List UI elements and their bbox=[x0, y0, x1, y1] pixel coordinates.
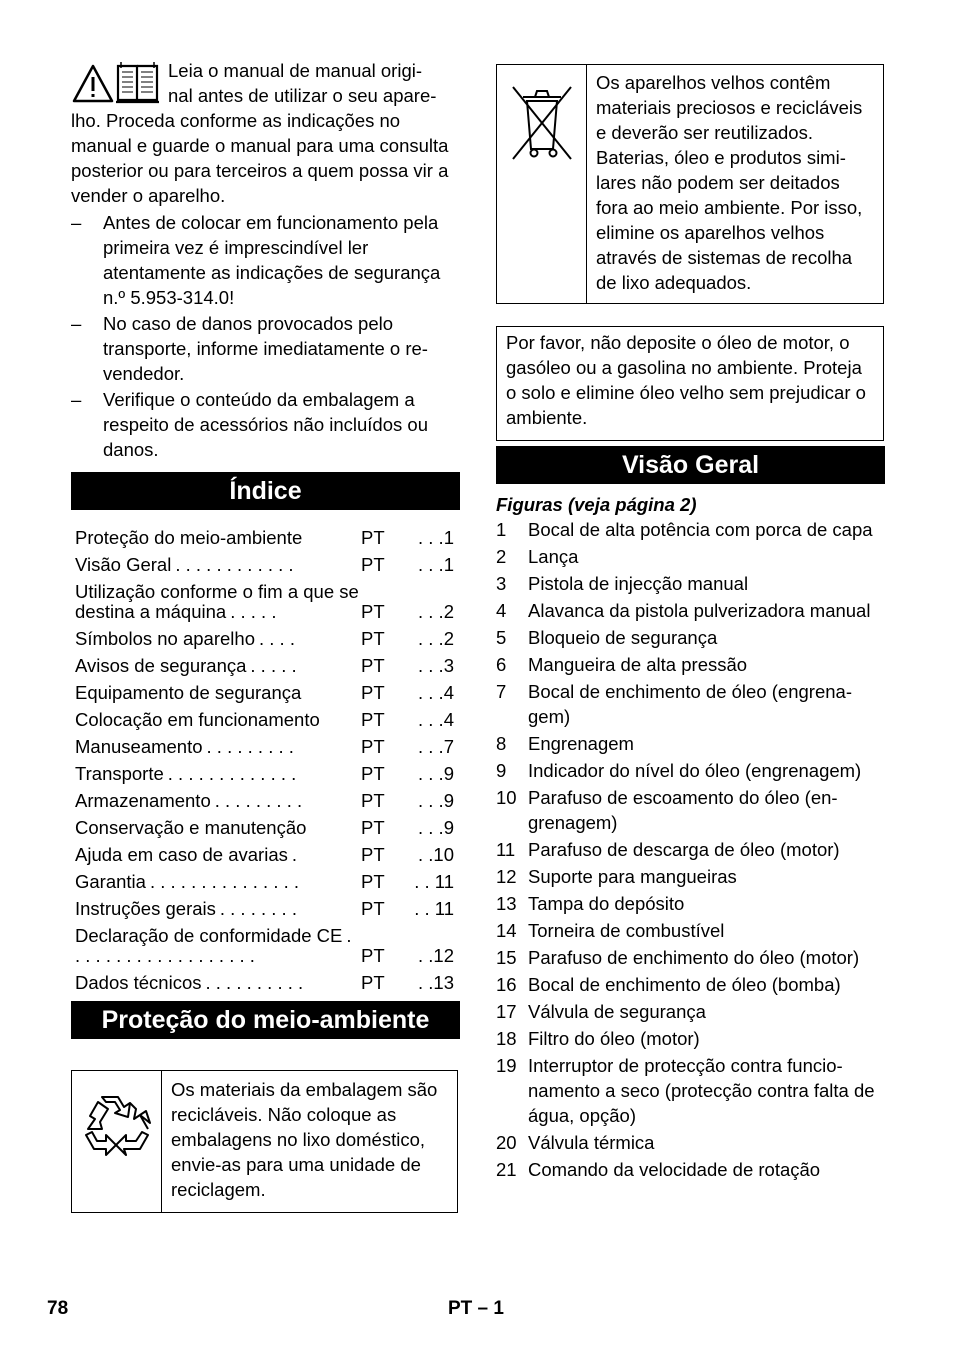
toc-title-text: Declaração de conformidade CE bbox=[75, 925, 343, 946]
figures-label: Figuras (veja página 2) bbox=[496, 494, 697, 515]
recycle-icon-cell bbox=[72, 1071, 162, 1212]
toc-page: . .12 bbox=[418, 945, 454, 966]
toc-title bbox=[75, 528, 361, 548]
toc-page: . . .4 bbox=[418, 682, 454, 703]
toc-dots: . . . . . . . . . bbox=[206, 736, 294, 757]
toc-lang: PT bbox=[361, 527, 385, 548]
overview-item bbox=[496, 758, 885, 783]
toc-page: . . .9 bbox=[418, 763, 454, 784]
toc-page: . . .4 bbox=[418, 709, 454, 730]
weee-icon-cell bbox=[497, 65, 587, 303]
toc-row[interactable] bbox=[75, 926, 460, 966]
toc-title bbox=[75, 764, 361, 784]
toc-page: . . .1 bbox=[418, 527, 454, 548]
toc-title bbox=[75, 899, 361, 919]
toc-title-text: Símbolos no aparelho bbox=[75, 628, 255, 649]
toc-lang: PT bbox=[361, 898, 385, 919]
toc-lang: PT bbox=[361, 871, 385, 892]
toc-page: . . .9 bbox=[418, 790, 454, 811]
toc-row[interactable] bbox=[75, 845, 460, 865]
toc-row[interactable] bbox=[75, 899, 460, 919]
overview-item-text: Engrenagem bbox=[528, 733, 634, 754]
warning-book-icon bbox=[71, 60, 163, 104]
intro-line-2: nal antes de utilizar o seu apare- bbox=[168, 85, 437, 106]
overview-item bbox=[496, 837, 885, 862]
toc-title bbox=[75, 555, 361, 575]
overview-item-text: Parafuso de escoamento do óleo (engrenagem) bbox=[528, 787, 838, 833]
toc-row[interactable] bbox=[75, 737, 460, 757]
overview-item-text: Indicador do nível do óleo (engrenagem) bbox=[528, 760, 862, 781]
toc-page: . . 11 bbox=[414, 898, 454, 919]
toc-title-text: Manuseamento bbox=[75, 736, 203, 757]
overview-item-number: 10 bbox=[496, 787, 517, 808]
overview-item bbox=[496, 1026, 885, 1051]
toc-row[interactable] bbox=[75, 872, 460, 892]
overview-item-number: 6 bbox=[496, 654, 507, 675]
overview-item-text: Alavanca da pistola pulverizadora manual bbox=[528, 600, 871, 621]
toc-title bbox=[75, 818, 361, 838]
toc-title-text: Transporte bbox=[75, 763, 164, 784]
toc-title-text: Armazenamento bbox=[75, 790, 211, 811]
toc-lang: PT bbox=[361, 554, 385, 575]
toc-page: . . .1 bbox=[418, 554, 454, 575]
toc-lang: PT bbox=[361, 817, 385, 838]
intro-line-1: Leia o manual de manual origi- bbox=[168, 60, 423, 81]
toc-title bbox=[75, 973, 361, 993]
overview-item-number: 13 bbox=[496, 893, 517, 914]
toc-title bbox=[75, 845, 361, 865]
overview-item-text: Bocal de enchimento de óleo (engrenagem) bbox=[528, 681, 852, 727]
toc-page: . . 11 bbox=[414, 871, 454, 892]
overview-item-text: Bloqueio de segurança bbox=[528, 627, 718, 648]
toc-row[interactable] bbox=[75, 818, 460, 838]
toc-lang: PT bbox=[361, 945, 385, 966]
toc-row[interactable] bbox=[75, 764, 460, 784]
toc-heading: Índice bbox=[71, 472, 460, 510]
toc-title bbox=[75, 737, 361, 757]
toc-dots: . . . . . . . . . . . . bbox=[175, 554, 294, 575]
toc-title-text: Garantia bbox=[75, 871, 146, 892]
toc-row[interactable] bbox=[75, 710, 460, 730]
left-column bbox=[71, 58, 460, 1213]
toc-title-text: Dados técnicos bbox=[75, 972, 202, 993]
overview-item bbox=[496, 625, 885, 650]
toc-title bbox=[75, 926, 361, 966]
toc-page: . . .2 bbox=[418, 601, 454, 622]
toc-title bbox=[75, 683, 361, 703]
toc-lang: PT bbox=[361, 682, 385, 703]
toc-row[interactable] bbox=[75, 683, 460, 703]
toc-dots: . . . . . . . . . . . . . bbox=[167, 763, 297, 784]
toc-lang: PT bbox=[361, 736, 385, 757]
toc-title-text: Proteção do meio-ambiente bbox=[75, 527, 303, 548]
overview-item-text: Mangueira de alta pressão bbox=[528, 654, 748, 675]
overview-item bbox=[496, 571, 885, 596]
overview-item-number: 17 bbox=[496, 1001, 517, 1022]
toc-title bbox=[75, 710, 361, 730]
overview-item-number: 3 bbox=[496, 573, 507, 594]
toc-page: . . .2 bbox=[418, 628, 454, 649]
toc-lang: PT bbox=[361, 972, 385, 993]
overview-item-text: Comando da velocidade de rotação bbox=[528, 1159, 821, 1180]
recycle-box bbox=[71, 1070, 458, 1213]
overview-item bbox=[496, 731, 885, 756]
toc-title-text: Equipamento de segurança bbox=[75, 682, 302, 703]
overview-item-number: 5 bbox=[496, 627, 507, 648]
overview-list bbox=[496, 517, 885, 1182]
overview-item-number: 12 bbox=[496, 866, 517, 887]
toc-dots: . . . . . . . . . . . . . . . . . . . bbox=[75, 925, 352, 966]
overview-item-number: 9 bbox=[496, 760, 507, 781]
overview-item-text: Parafuso de descarga de óleo (motor) bbox=[528, 839, 840, 860]
overview-item-text: Suporte para mangueiras bbox=[528, 866, 737, 887]
intro-text: lho. Proceda conforme as indicações no manual e guarde o manual para uma consulta posterior ou para terceiros a quem possa vir a vender o aparelho. bbox=[71, 110, 449, 206]
oil-box: Por favor, não deposite o óleo de motor, o gasóleo ou a gasolina no ambiente. Proteja o solo e elimine óleo velho sem prejudicar o ambiente. bbox=[496, 326, 884, 441]
overview-item-text: Torneira de combustível bbox=[528, 920, 725, 941]
overview-item-number: 7 bbox=[496, 681, 507, 702]
overview-item-number: 18 bbox=[496, 1028, 517, 1049]
toc-lang: PT bbox=[361, 601, 385, 622]
recycle-text: Os materiais da embalagem são recicláveis. Não coloque as embalagens no lixo doméstico, envie-as para uma unidade de reciclagem. bbox=[171, 1079, 438, 1200]
overview-item-text: Válvula de segurança bbox=[528, 1001, 706, 1022]
toc-row[interactable] bbox=[75, 582, 460, 622]
toc-title bbox=[75, 872, 361, 892]
overview-item bbox=[496, 864, 885, 889]
toc-dots: . . . . . . . . . . . . . . . bbox=[149, 871, 300, 892]
overview-item-text: Filtro do óleo (motor) bbox=[528, 1028, 700, 1049]
note-item: – Verifique o conteúdo da embalagem a respeito de acessórios não incluídos ou danos. bbox=[71, 387, 460, 462]
toc-lang: PT bbox=[361, 844, 385, 865]
overview-item-number: 14 bbox=[496, 920, 517, 941]
toc-dots: . . . . . . . . . bbox=[214, 790, 303, 811]
toc-title-text: Visão Geral bbox=[75, 554, 172, 575]
overview-item-text: Pistola de injecção manual bbox=[528, 573, 749, 594]
toc-title-text: Utilização conforme o fim a que se destina a máquina bbox=[75, 581, 359, 622]
toc-page: . . .3 bbox=[418, 655, 454, 676]
overview-item-number: 21 bbox=[496, 1159, 517, 1180]
toc-lang: PT bbox=[361, 628, 385, 649]
overview-item bbox=[496, 1157, 885, 1182]
toc-dots: . . . . bbox=[258, 628, 295, 649]
overview-item bbox=[496, 1053, 885, 1128]
toc-page: . . .9 bbox=[418, 817, 454, 838]
toc-row[interactable] bbox=[75, 656, 460, 676]
toc-row[interactable] bbox=[75, 629, 460, 649]
overview-item-text: Parafuso de enchimento do óleo (motor) bbox=[528, 947, 860, 968]
weee-box bbox=[496, 64, 884, 304]
overview-item-text: Lança bbox=[528, 546, 579, 567]
right-column bbox=[496, 64, 885, 1184]
overview-item-text: Válvula térmica bbox=[528, 1132, 655, 1153]
toc-page: . .13 bbox=[418, 972, 454, 993]
overview-item-text: Bocal de enchimento de óleo (bomba) bbox=[528, 974, 841, 995]
toc-row[interactable] bbox=[75, 555, 460, 575]
toc-title-text: Ajuda em caso de avarias bbox=[75, 844, 288, 865]
toc-row[interactable] bbox=[75, 791, 460, 811]
toc-row[interactable] bbox=[75, 973, 460, 993]
toc-dots: . . . . . bbox=[250, 655, 297, 676]
overview-item-number: 8 bbox=[496, 733, 507, 754]
overview-item bbox=[496, 785, 885, 835]
page-number: 78 bbox=[47, 1298, 69, 1319]
overview-item-number: 4 bbox=[496, 600, 507, 621]
notes-list bbox=[71, 210, 460, 462]
overview-item bbox=[496, 652, 885, 677]
toc-lang: PT bbox=[361, 790, 385, 811]
toc-title-text: Instruções gerais bbox=[75, 898, 216, 919]
toc-title bbox=[75, 582, 361, 622]
toc-dots: . bbox=[291, 844, 298, 865]
toc-title bbox=[75, 656, 361, 676]
overview-item-text: Interruptor de protecção contra funcionamento a seco (protecção contra falta de água, opção) bbox=[528, 1055, 875, 1126]
overview-item bbox=[496, 544, 885, 569]
toc-row[interactable] bbox=[75, 528, 460, 548]
toc-dots: . . . . . bbox=[230, 601, 277, 622]
overview-item-number: 2 bbox=[496, 546, 507, 567]
toc-dots: . . . . . . . . bbox=[219, 898, 297, 919]
overview-item-number: 19 bbox=[496, 1055, 517, 1076]
note-item: – No caso de danos provocados pelo transporte, informe imediatamente o revendedor. bbox=[71, 311, 460, 386]
intro-section bbox=[71, 58, 460, 208]
footer-lang-page: PT – 1 bbox=[448, 1298, 504, 1319]
overview-item bbox=[496, 999, 885, 1024]
weee-text: Os aparelhos velhos contêm materiais preciosos e recicláveis e deverão ser reutilizados. Baterias, óleo e produtos similares não podem ser deitados fora ao meio ambiente. Por isso, elimine os aparelhos velhos através de sistemas de recolha de lixo adequados. bbox=[596, 72, 863, 293]
overview-item-number: 20 bbox=[496, 1132, 517, 1153]
toc-lang: PT bbox=[361, 655, 385, 676]
note-item: – Antes de colocar em funcionamento pela primeira vez é imprescindível ler atentamente as indicações de segurança n.º 5.953-314.0! bbox=[71, 210, 460, 310]
toc-title bbox=[75, 791, 361, 811]
toc-title-text: Conservação e manutenção bbox=[75, 817, 307, 838]
toc-title-text: Avisos de segurança bbox=[75, 655, 247, 676]
overview-heading: Visão Geral bbox=[496, 446, 885, 484]
toc-lang: PT bbox=[361, 709, 385, 730]
overview-item-text: Tampa do depósito bbox=[528, 893, 685, 914]
overview-item-number: 1 bbox=[496, 519, 507, 540]
overview-item bbox=[496, 598, 885, 623]
overview-item bbox=[496, 945, 885, 970]
overview-item bbox=[496, 918, 885, 943]
toc-dots: . . . . . . . . . . bbox=[205, 972, 304, 993]
overview-item-text: Bocal de alta potência com porca de capa bbox=[528, 519, 873, 540]
overview-item bbox=[496, 1130, 885, 1155]
overview-item-number: 11 bbox=[496, 839, 516, 860]
table-of-contents bbox=[71, 528, 460, 993]
overview-item bbox=[496, 972, 885, 997]
toc-title-text: Colocação em funcionamento bbox=[75, 709, 320, 730]
toc-lang: PT bbox=[361, 763, 385, 784]
toc-page: . . .7 bbox=[418, 736, 454, 757]
overview-item bbox=[496, 891, 885, 916]
environment-heading: Proteção do meio-ambiente bbox=[71, 1001, 460, 1039]
crossed-bin-icon bbox=[509, 83, 575, 163]
overview-item bbox=[496, 679, 885, 729]
recycle-icon bbox=[78, 1089, 156, 1167]
overview-item-number: 16 bbox=[496, 974, 517, 995]
overview-item bbox=[496, 517, 885, 542]
toc-title bbox=[75, 629, 361, 649]
overview-item-number: 15 bbox=[496, 947, 517, 968]
toc-page: . .10 bbox=[418, 844, 454, 865]
